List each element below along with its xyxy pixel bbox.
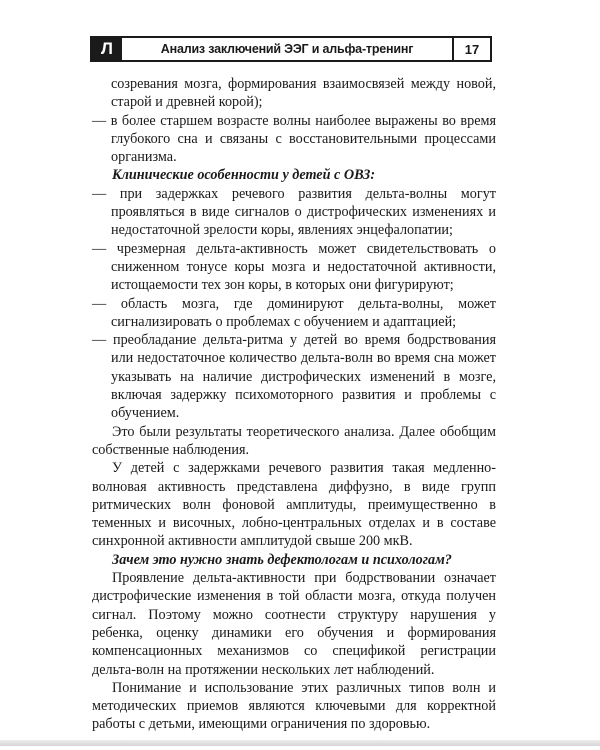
- bottom-scan-edge: [0, 740, 600, 746]
- body-text: [92, 75, 496, 734]
- section-heading: Клинические особенности у детей с ОВЗ:: [112, 167, 376, 184]
- list-item: — чрезмерная дельта-активность может свидетельствовать о сниженном тонусе коры мозга и недостаточной активности, истощаемости тех зон коры, в которых они фигурируют;: [92, 240, 496, 294]
- section-heading: Зачем это нужно знать дефектологам и психологам?: [112, 551, 452, 568]
- list-item: — область мозга, где доминируют дельта-волны, может сигнализировать о проблемах с обучением и адаптацией;: [92, 295, 496, 330]
- paragraph: Понимание и использование этих различных типов волн и методических приемов являются ключевыми для корректной работы с детьми, имеющими ограничения по здоровью.: [92, 679, 496, 733]
- paragraph: У детей с задержками речевого развития такая медленно-волновая активность представлена диффузно, в виде групп ритмических волн фоновой амплитуды, преимущественно в теменных и височных, лобно-центральных отделах и в составе синхронной активности амплитудой свыше 200 мкВ.: [92, 460, 496, 550]
- paragraph: Это были результаты теоретического анализа. Далее обобщим собственные наблюдения.: [92, 423, 496, 458]
- running-header: [90, 36, 492, 62]
- section-letter-badge: Л: [92, 38, 122, 60]
- list-item: — при задержках речевого развития дельта-волны могут проявляться в виде сигналов о дистрофических изменениях и недостаточной зрелости коры, явлениях энцефалопатии;: [92, 185, 496, 239]
- chapter-title: Анализ заключений ЭЭГ и альфа-тренинг: [160, 42, 414, 56]
- paragraph-continuation: созревания мозга, формирования взаимосвязей между новой, старой и древней корой);: [111, 76, 496, 111]
- paragraph: Проявление дельта-активности при бодрствовании означает дистрофические изменения в той области мозга, откуда получен сигнал. Поэтому можно соотнести структуру нарушения у ребенка, оценку динамики его обучения и формирования компенсационных механизмов со спецификой регистрации дельта-волн на протяжении нескольких лет наблюдений.: [92, 570, 496, 678]
- list-item: — в более старшем возрасте волны наиболее выражены во время глубокого сна и связаны с восстановительными процессами организма.: [92, 112, 496, 166]
- page-number: 17: [452, 38, 490, 60]
- list-item: — преобладание дельта-ритма у детей во время бодрствования или недостаточное количество дельта-волн во время сна может указывать на наличие дистрофических изменений в мозге, включая задержку психомоторного развития и проблемы с обучением.: [92, 332, 496, 422]
